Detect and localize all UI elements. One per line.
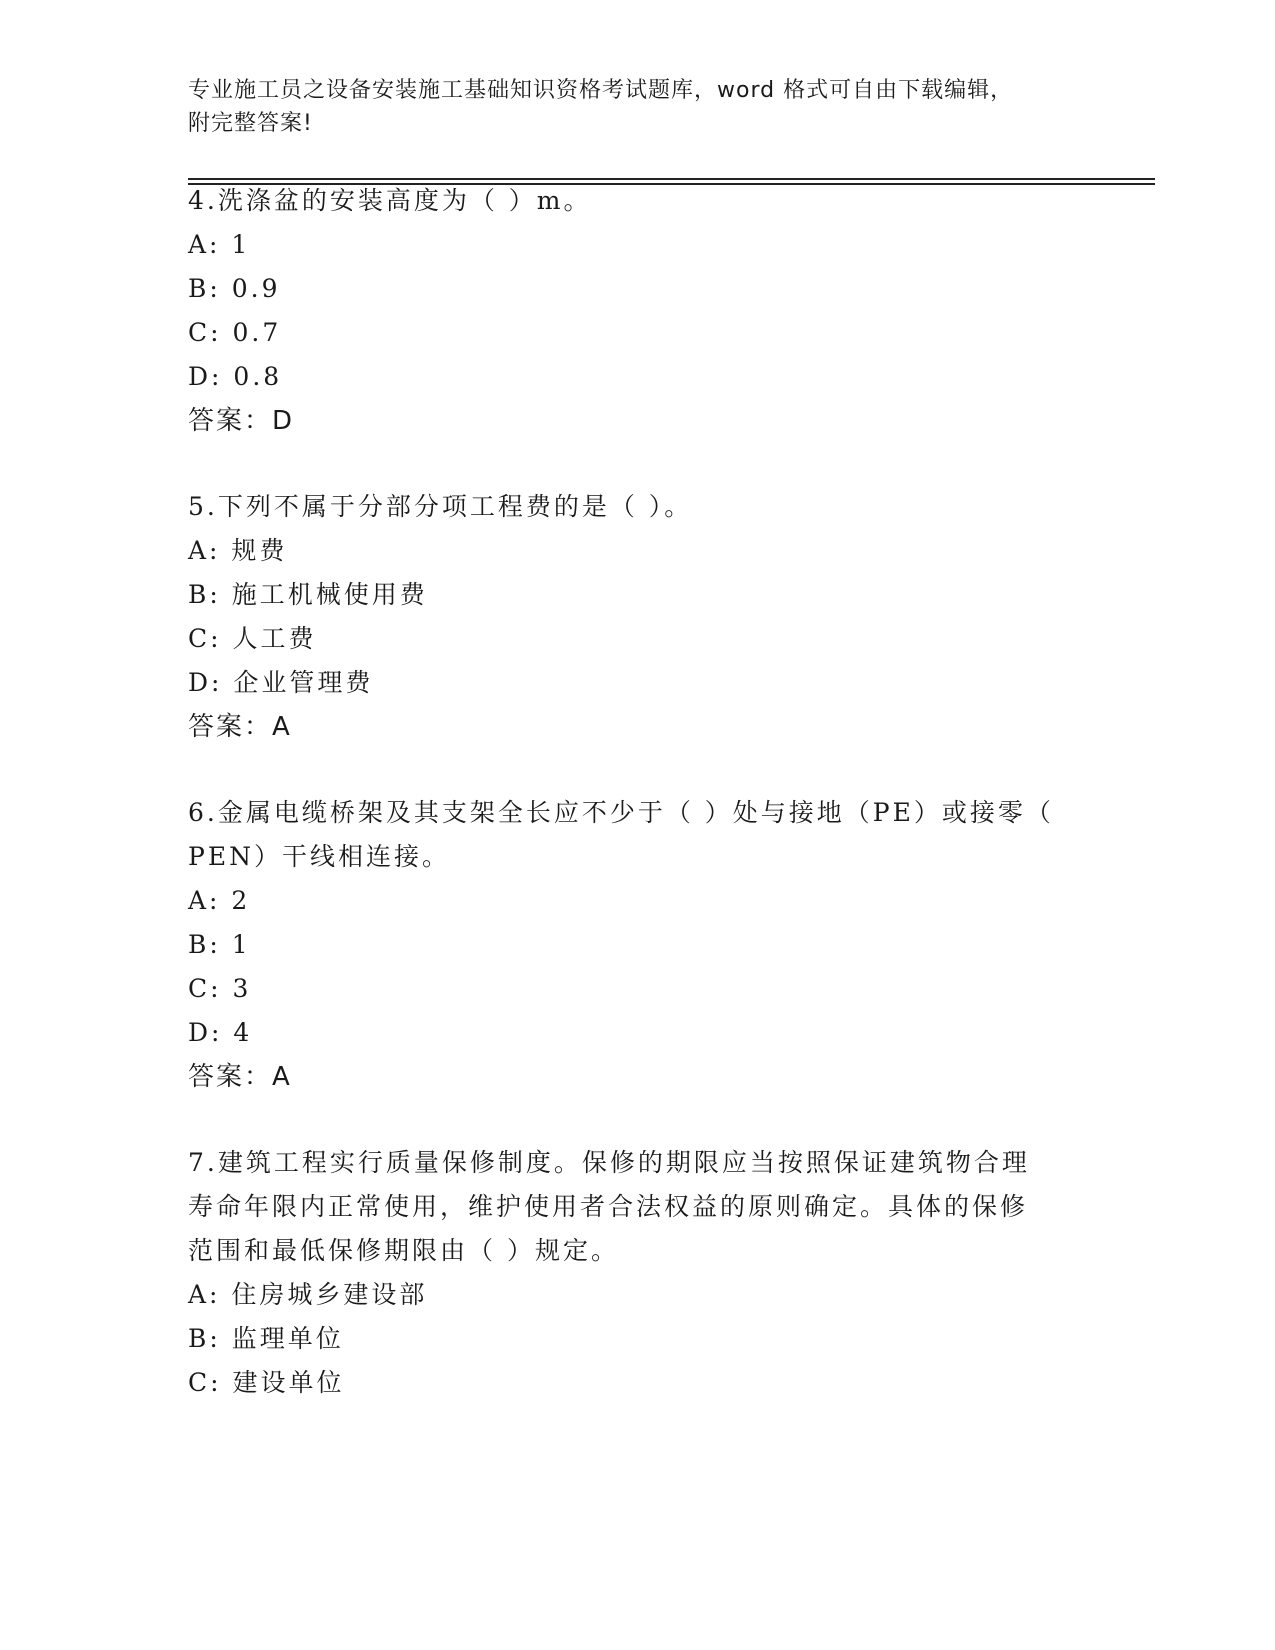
question-5-option-d: D: 企业管理费 — [188, 668, 374, 697]
question-6-option-a: A: 2 — [188, 886, 251, 915]
question-6-option-d: D: 4 — [188, 1018, 253, 1047]
header-line-1: 专业施工员之设备安装施工基础知识资格考试题库，word 格式可自由下载编辑， — [188, 78, 1014, 103]
question-4-option-b: B: 0.9 — [188, 274, 281, 303]
question-6-stem-line-1: 6.金属电缆桥架及其支架全长应不少于（ ）处与接地（PE）或接零（ — [188, 798, 1054, 827]
question-6-stem-line-2: PEN）干线相连接。 — [188, 842, 450, 871]
question-5-answer: 答案：A — [188, 712, 292, 742]
question-7-option-b: B: 监理单位 — [188, 1324, 344, 1353]
question-4-stem: 4.洗涤盆的安装高度为（ ）m。 — [188, 186, 592, 215]
question-4-answer: 答案：D — [188, 406, 295, 436]
question-7-stem-line-2: 寿命年限内正常使用，维护使用者合法权益的原则确定。具体的保修 — [188, 1192, 1029, 1221]
question-5-option-c: C: 人工费 — [188, 624, 317, 653]
question-7-stem-line-1: 7.建筑工程实行质量保修制度。保修的期限应当按照保证建筑物合理 — [188, 1148, 1030, 1177]
document-header — [188, 74, 1068, 140]
question-5-option-a: A: 规费 — [188, 536, 288, 565]
question-6-answer: 答案：A — [188, 1062, 292, 1092]
question-7-stem-line-3: 范围和最低保修期限由（ ）规定。 — [188, 1236, 619, 1265]
question-5-stem: 5.下列不属于分部分项工程费的是（ ）。 — [188, 492, 693, 521]
question-7-option-a: A: 住房城乡建设部 — [188, 1280, 428, 1309]
question-4-option-a: A: 1 — [188, 230, 251, 259]
question-4-option-c: C: 0.7 — [188, 318, 282, 347]
question-4-option-d: D: 0.8 — [188, 362, 283, 391]
question-7-option-c: C: 建设单位 — [188, 1368, 345, 1397]
question-6-option-b: B: 1 — [188, 930, 251, 959]
header-line-2: 附完整答案! — [188, 111, 313, 136]
question-6-option-c: C: 3 — [188, 974, 252, 1003]
question-5-option-b: B: 施工机械使用费 — [188, 580, 428, 609]
